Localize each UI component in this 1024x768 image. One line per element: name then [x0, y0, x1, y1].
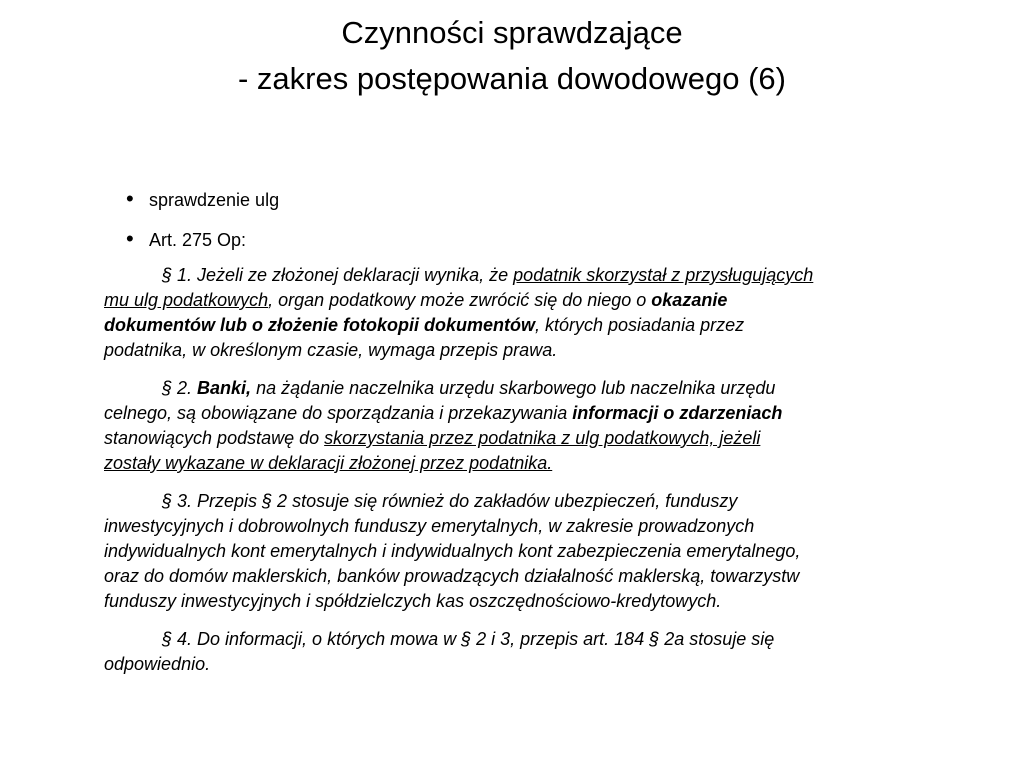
- paragraph-4: [104, 627, 944, 677]
- bullet-text: Art. 275 Op:: [149, 230, 247, 250]
- bullet-text: sprawdzenie ulg: [149, 190, 280, 210]
- bullet-icon: •: [126, 226, 134, 251]
- text-segment: odpowiednio.: [104, 654, 211, 674]
- bullet-item: [126, 188, 279, 228]
- bullet-icon: •: [126, 186, 134, 211]
- text-line: [104, 589, 944, 614]
- text-segment: podatnika, w określonym czasie, wymaga przepis prawa.: [104, 340, 558, 360]
- bold-text: dokumentów lub o złożenie fotokopii dokumentów: [104, 315, 535, 335]
- text-line: [104, 313, 944, 338]
- underlined-text: zostały wykazane w deklaracji złożonej przez podatnika.: [104, 453, 553, 473]
- text-segment: na żądanie naczelnika urzędu skarbowego lub naczelnika urzędu: [251, 378, 776, 398]
- bold-text: informacji o zdarzeniach: [572, 403, 783, 423]
- paragraph-2: [104, 376, 944, 476]
- article-text: [104, 263, 944, 690]
- underlined-text: podatnik skorzystał z przysługujących: [513, 265, 814, 285]
- text-segment: funduszy inwestycyjnych i spółdzielczych kas oszczędnościowo-kredytowych.: [104, 591, 722, 611]
- underlined-text: mu ulg podatkowych: [104, 290, 269, 310]
- text-line: [104, 514, 944, 539]
- text-segment: oraz do domów maklerskich, banków prowadzących działalność maklerską, towarzystw: [104, 566, 800, 586]
- text-line: [104, 489, 944, 514]
- text-line: [104, 627, 944, 652]
- text-line: [104, 539, 944, 564]
- text-line: [104, 451, 944, 476]
- text-segment: indywidualnych kont emerytalnych i indywidualnych kont zabezpieczenia emerytalnego,: [104, 541, 801, 561]
- bold-text: okazanie: [651, 290, 728, 310]
- bold-text: Banki,: [197, 378, 252, 398]
- text-segment: , których posiadania przez: [534, 315, 745, 335]
- text-line: [104, 338, 944, 363]
- text-segment: stanowiących podstawę do: [104, 428, 325, 448]
- text-segment: § 1. Jeżeli ze złożonej deklaracji wynika, że: [162, 265, 514, 285]
- text-segment: inwestycyjnych i dobrowolnych funduszy emerytalnych, w zakresie prowadzonych: [104, 516, 755, 536]
- bullet-item: [126, 228, 279, 268]
- slide-title: [0, 10, 1024, 102]
- text-segment: celnego, są obowiązane do sporządzania i przekazywania: [104, 403, 573, 423]
- paragraph-1: [104, 263, 944, 363]
- text-segment: , organ podatkowy może zwrócić się do niego o: [268, 290, 652, 310]
- text-line: [104, 288, 944, 313]
- bullet-list: [126, 188, 279, 268]
- text-line: [104, 652, 944, 677]
- text-segment: § 2.: [162, 378, 198, 398]
- text-line: [104, 263, 944, 288]
- underlined-text: skorzystania przez podatnika z ulg podatkowych, jeżeli: [324, 428, 761, 448]
- text-line: [104, 401, 944, 426]
- text-line: [104, 376, 944, 401]
- text-line: [104, 426, 944, 451]
- text-line: [104, 564, 944, 589]
- text-segment: § 4. Do informacji, o których mowa w § 2 i 3, przepis art. 184 § 2a stosuje się: [162, 629, 775, 649]
- text-segment: § 3. Przepis § 2 stosuje się również do zakładów ubezpieczeń, funduszy: [162, 491, 738, 511]
- paragraph-3: [104, 489, 944, 614]
- title-line-2: - zakres postępowania dowodowego (6): [238, 61, 786, 96]
- title-line-1: Czynności sprawdzające: [341, 15, 683, 50]
